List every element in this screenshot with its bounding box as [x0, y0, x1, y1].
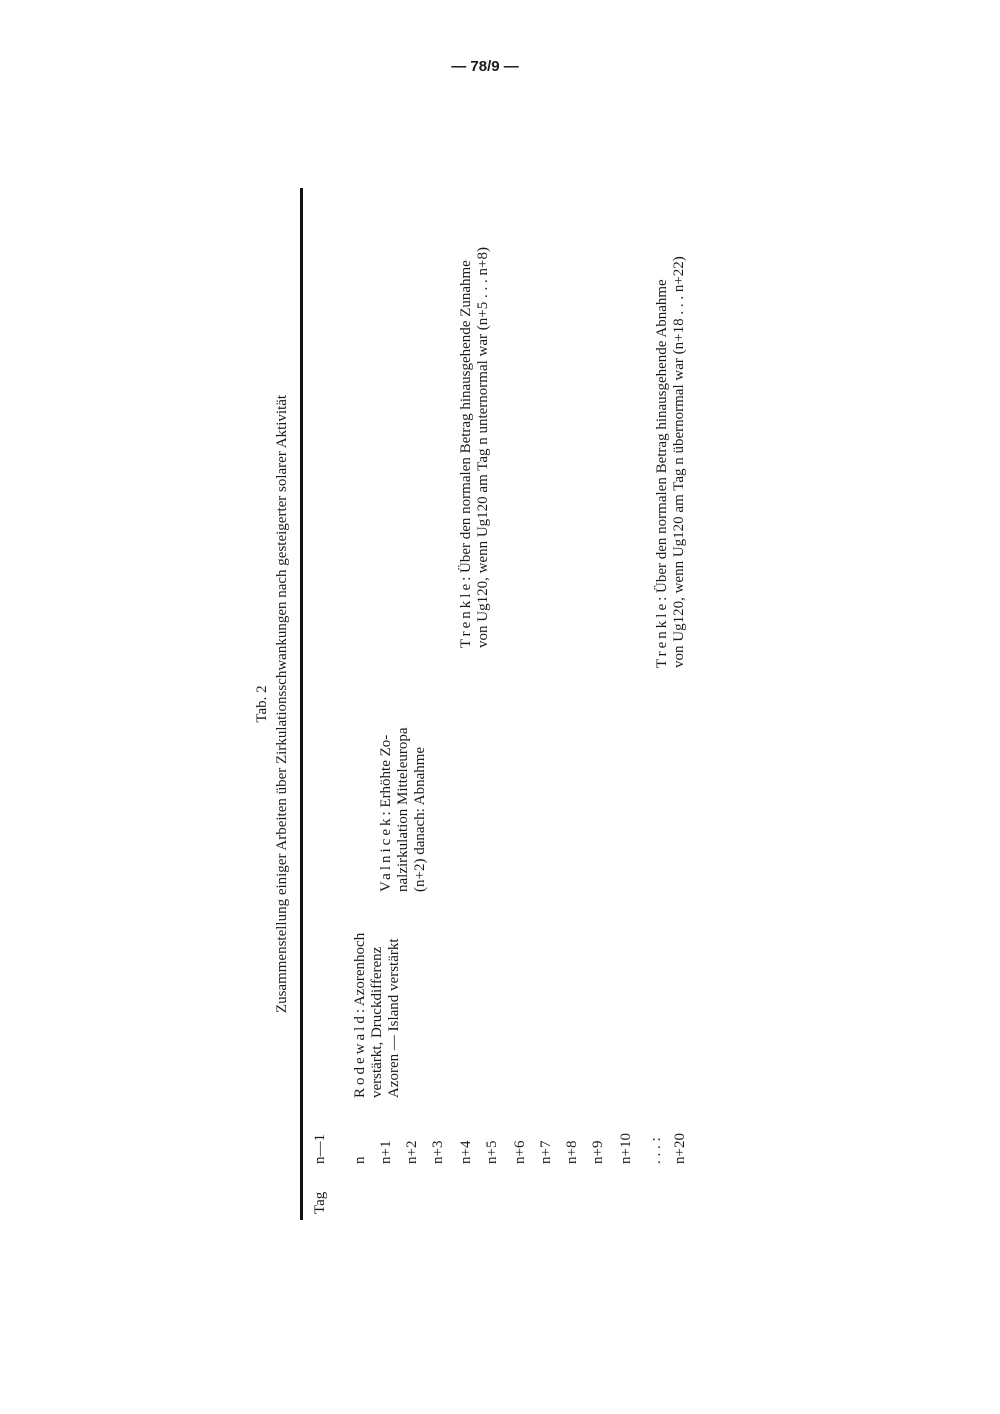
day-row-6: n+5 [484, 1140, 500, 1164]
day-row-2: n+1 [378, 1140, 394, 1164]
day-row-3: n+2 [404, 1140, 420, 1164]
page-number: — 78/9 — [451, 58, 519, 75]
day-row-1: n [352, 1156, 368, 1164]
day-row-5: n+4 [458, 1140, 474, 1164]
trenkle-2-line-1: : Über den normalen Betrag hinausgehende Abnahme [654, 279, 670, 601]
day-row-10: n+9 [590, 1140, 606, 1164]
rotated-table [254, 40, 720, 1220]
day-row-9: n+8 [564, 1140, 580, 1164]
author-trenkle-2: Trenkle [654, 600, 670, 668]
day-row-12: . . . : [648, 1137, 664, 1164]
author-rodewald: Rodewald [352, 1013, 368, 1098]
valnicek-line-3: (n+2) danach: Abnahme [412, 746, 428, 892]
valnicek-line-1: : Erhöhte Zo- [378, 734, 394, 816]
valnicek-line-2: nalzirkulation Mitteleuropa [395, 727, 411, 892]
day-row-13: n+20 [672, 1133, 688, 1164]
day-row-11: n+10 [618, 1133, 634, 1164]
table-title: Zusammenstellung einiger Arbeiten über Zirkulationsschwankungen nach gesteigerter solarer Aktivität [274, 394, 290, 1014]
tag-column-header: Tag [312, 1191, 328, 1214]
day-row-8: n+7 [538, 1140, 554, 1164]
rodewald-line-2: verstärkt, Druckdifferenz [369, 946, 385, 1098]
trenkle-1-line-2: von Ug120, wenn Ug120 am Tag n unternormal war (n+5 . . . n+8) [475, 247, 491, 648]
author-valnicek: Valnicek [378, 815, 394, 892]
author-trenkle-1: Trenkle [458, 580, 474, 648]
trenkle-1-line-1: : Über den normalen Betrag hinausgehende Zunahme [458, 260, 474, 581]
entry-trenkle-decrease [654, 256, 688, 668]
trenkle-2-line-2: von Ug120, wenn Ug120 am Tag n übernormal war (n+18 . . . n+22) [671, 256, 687, 668]
entry-valnicek [378, 727, 429, 892]
day-row-0: n—1 [312, 1134, 328, 1164]
table-label: Tab. 2 [254, 685, 270, 723]
rodewald-line-3: Azoren — Island verstärkt [386, 938, 402, 1098]
entry-trenkle-increase [458, 247, 492, 648]
day-row-7: n+6 [512, 1140, 528, 1164]
entry-rodewald [352, 933, 403, 1098]
table-top-rule [300, 188, 303, 1220]
rodewald-line-1: : Azorenhoch [352, 932, 368, 1014]
day-row-4: n+3 [430, 1140, 446, 1164]
